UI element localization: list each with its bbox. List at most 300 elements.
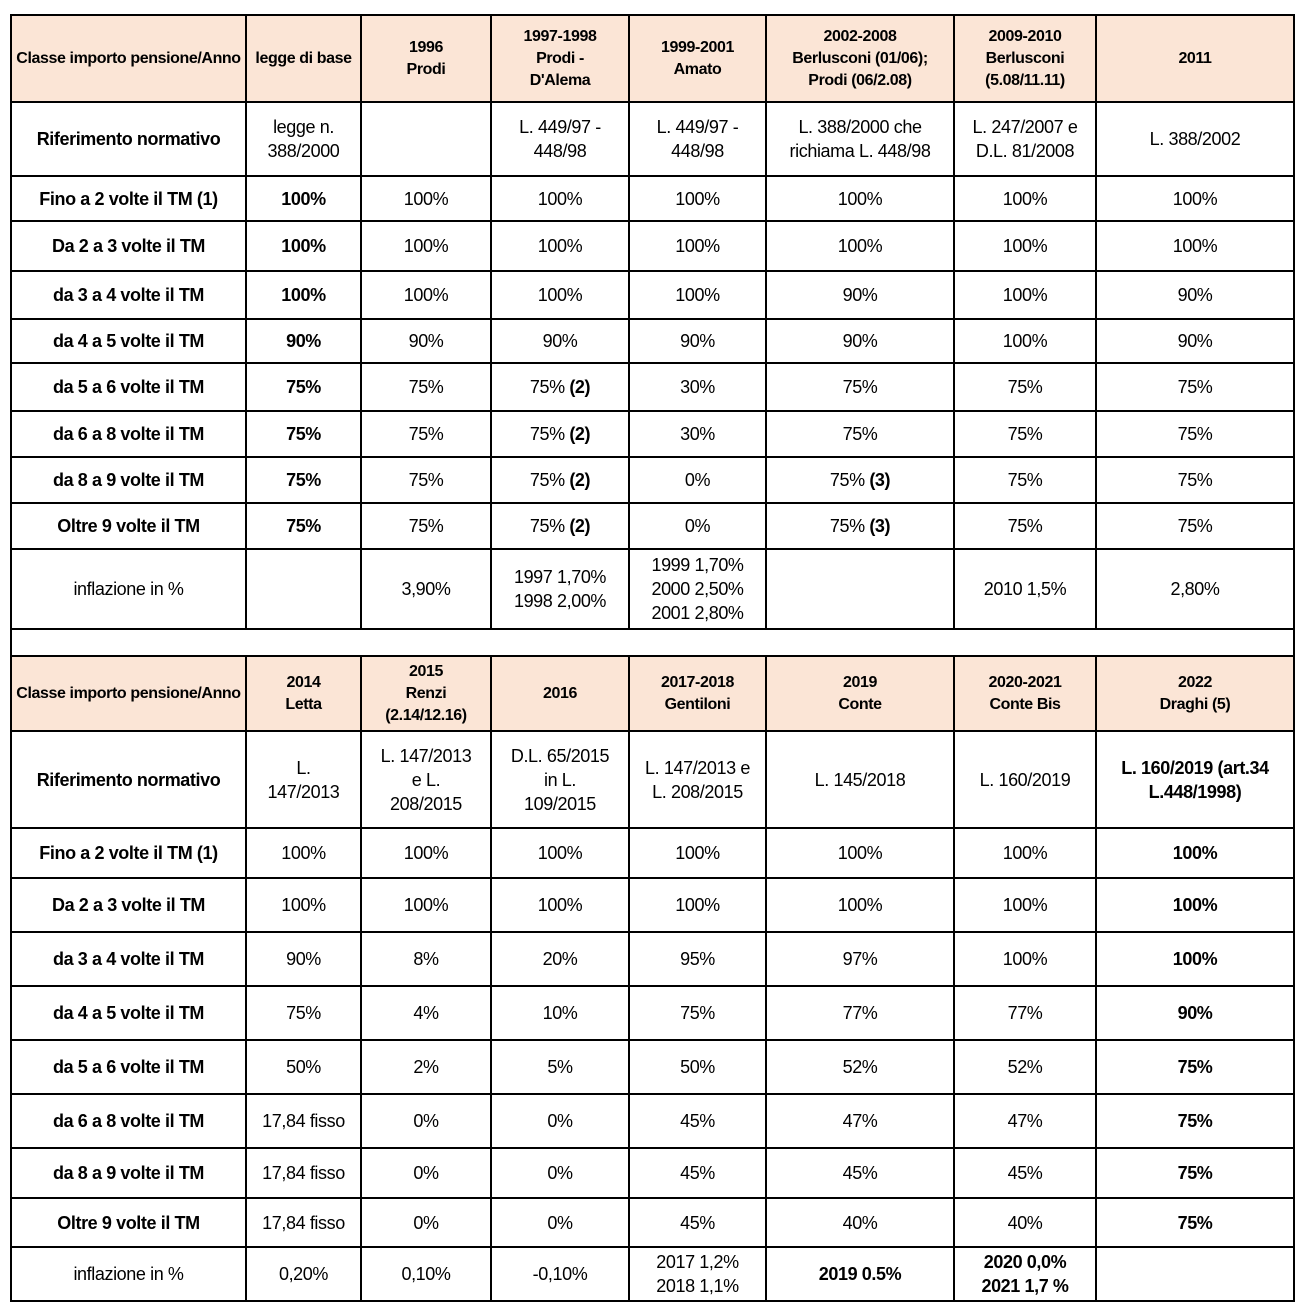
column-header: 1996 Prodi — [361, 15, 491, 102]
cell-value: 1999 1,70% 2000 2,50% 2001 2,80% — [651, 555, 744, 623]
cell-value: 45% — [842, 1163, 878, 1183]
table-cell — [491, 363, 629, 411]
cell-value: 100% — [403, 895, 449, 915]
column-header: 2022 Draghi (5) — [1096, 656, 1294, 731]
table-cell — [954, 986, 1096, 1040]
cell-value: 75% — [842, 377, 878, 397]
cell-value: L. 160/2019 — [979, 769, 1071, 790]
cell-value: 100% — [1002, 285, 1048, 305]
cell-value: 100% — [1002, 843, 1048, 863]
table-cell — [629, 828, 766, 878]
table-cell — [246, 102, 361, 176]
footnote-ref: (3) — [869, 516, 891, 536]
cell-value: 1997 1,70% 1998 2,00% — [513, 567, 607, 611]
table-cell — [361, 731, 491, 828]
row-label: Oltre 9 volte il TM — [11, 503, 246, 549]
cell-value: 17,84 fisso — [262, 1163, 345, 1183]
table-cell — [954, 176, 1096, 221]
table-cell — [954, 221, 1096, 271]
cell-value: 0% — [413, 1111, 439, 1131]
column-header: 2011 — [1096, 15, 1294, 102]
table-cell — [954, 271, 1096, 319]
table-cell — [491, 1148, 629, 1198]
table-row — [11, 363, 1294, 411]
table-cell — [1096, 1247, 1294, 1301]
table-cell — [361, 878, 491, 932]
table-cell — [246, 503, 361, 549]
table-cell — [954, 457, 1096, 503]
cell-value: 100% — [1002, 188, 1048, 209]
cell-value: 10% — [542, 1003, 578, 1023]
table-cell — [491, 176, 629, 221]
row-label: da 4 a 5 volte il TM — [11, 319, 246, 363]
table-cell — [361, 1040, 491, 1094]
table-cell — [954, 549, 1096, 629]
cell-value: 75% — [1177, 1163, 1213, 1183]
table-cell — [361, 319, 491, 363]
table-cell — [954, 878, 1096, 932]
cell-value: 45% — [680, 1163, 715, 1183]
table-cell — [954, 1247, 1096, 1301]
table-cell — [491, 1094, 629, 1148]
cell-value: 0% — [413, 1163, 439, 1183]
table-cell — [629, 1198, 766, 1247]
cell-value: 17,84 fisso — [262, 1212, 345, 1233]
table-cell — [1096, 319, 1294, 363]
cell-value: 100% — [837, 843, 883, 863]
table-cell — [629, 102, 766, 176]
table-cell — [954, 363, 1096, 411]
row-label: da 3 a 4 volte il TM — [11, 932, 246, 986]
table-cell — [766, 731, 954, 828]
cell-value: 45% — [680, 1212, 715, 1233]
cell-value: 90% — [842, 331, 878, 351]
table-cell — [766, 1148, 954, 1198]
cell-value: 100% — [1002, 949, 1048, 969]
cell-value: 75% — [1177, 470, 1213, 490]
cell-value: 100% — [403, 188, 449, 209]
cell-value: 100% — [281, 236, 326, 256]
cell-value: 75% — [529, 377, 565, 397]
cell-value: legge n. 388/2000 — [267, 117, 340, 161]
cell-value: 30% — [680, 424, 715, 444]
column-header: legge di base — [246, 15, 361, 102]
cell-value: 90% — [542, 331, 578, 351]
table-cell — [361, 1198, 491, 1247]
table-cell — [766, 176, 954, 221]
cell-value: 30% — [680, 377, 715, 397]
table-row — [11, 828, 1294, 878]
table-cell — [361, 1247, 491, 1301]
table-cell — [766, 411, 954, 457]
row-label: da 5 a 6 volte il TM — [11, 1040, 246, 1094]
cell-value: 75% — [680, 1003, 715, 1023]
column-header: 1999-2001 Amato — [629, 15, 766, 102]
table-cell — [1096, 549, 1294, 629]
table-cell — [954, 1040, 1096, 1094]
cell-value: 0,10% — [401, 1264, 451, 1284]
table-cell — [361, 986, 491, 1040]
table-cell — [629, 932, 766, 986]
cell-value: 100% — [537, 188, 583, 209]
table-cell — [491, 878, 629, 932]
table-cell — [246, 932, 361, 986]
row-label: da 6 a 8 volte il TM — [11, 411, 246, 457]
cell-value: 75% — [1177, 424, 1213, 444]
table-cell — [1096, 503, 1294, 549]
header-row — [11, 15, 1294, 102]
table-cell — [491, 319, 629, 363]
table-cell — [491, 1198, 629, 1247]
table-cell — [491, 221, 629, 271]
cell-value: 75% — [829, 516, 865, 536]
table-cell — [491, 932, 629, 986]
cell-value: L. 147/2013 e L. 208/2015 — [380, 745, 472, 814]
table-row — [11, 731, 1294, 828]
table-cell — [1096, 878, 1294, 932]
table-cell — [246, 319, 361, 363]
table-cell — [629, 457, 766, 503]
table-cell — [491, 102, 629, 176]
cell-value: 47% — [1007, 1111, 1043, 1131]
table-row — [11, 1040, 1294, 1094]
cell-value: 100% — [1002, 331, 1048, 351]
table-cell — [766, 549, 954, 629]
table-gap-row — [10, 628, 1295, 655]
cell-value: 2010 1,5% — [983, 579, 1067, 599]
row-label: da 6 a 8 volte il TM — [11, 1094, 246, 1148]
table-cell — [629, 1040, 766, 1094]
footnote-ref: (2) — [569, 516, 591, 536]
column-header: 2015 Renzi (2.14/12.16) — [361, 656, 491, 731]
table-cell — [491, 503, 629, 549]
table-cell — [629, 319, 766, 363]
table-cell — [766, 828, 954, 878]
cell-value: 75% — [1007, 377, 1043, 397]
table-cell — [491, 1247, 629, 1301]
table-cell — [361, 411, 491, 457]
table-cell — [766, 1094, 954, 1148]
table-cell — [954, 932, 1096, 986]
table-cell — [954, 1094, 1096, 1148]
table-row — [11, 1198, 1294, 1247]
table-cell — [1096, 1198, 1294, 1247]
table-cell — [361, 102, 491, 176]
table-cell — [361, 932, 491, 986]
cell-value: 100% — [837, 188, 883, 209]
cell-value: 75% — [1007, 470, 1043, 490]
cell-value: 75% — [1177, 1111, 1213, 1131]
cell-value: 100% — [537, 285, 583, 305]
table-cell — [361, 549, 491, 629]
cell-value: 75% — [408, 470, 444, 490]
cell-value: L. 388/2002 — [1149, 129, 1241, 149]
cell-value: 90% — [1177, 331, 1213, 351]
column-header-class: Classe importo pensione/Anno — [11, 656, 246, 731]
cell-value: 75% — [529, 516, 565, 536]
table-row — [11, 932, 1294, 986]
cell-value: L. 449/97 - 448/98 — [519, 117, 601, 161]
table-cell — [629, 503, 766, 549]
cell-value: 100% — [537, 895, 583, 915]
cell-value: 100% — [675, 236, 720, 256]
row-label: Fino a 2 volte il TM (1) — [11, 828, 246, 878]
row-label: da 4 a 5 volte il TM — [11, 986, 246, 1040]
cell-value: 90% — [842, 285, 878, 305]
cell-value: 100% — [1172, 843, 1218, 863]
cell-value: 50% — [680, 1057, 715, 1077]
row-label: Riferimento normativo — [11, 731, 246, 828]
table-cell — [246, 1247, 361, 1301]
cell-value: 90% — [1177, 285, 1213, 305]
row-label: Fino a 2 volte il TM (1) — [11, 176, 246, 221]
table-cell — [1096, 102, 1294, 176]
cell-value: 100% — [281, 895, 326, 915]
table-cell — [246, 1198, 361, 1247]
cell-value: 0% — [547, 1111, 573, 1131]
column-header: 2016 — [491, 656, 629, 731]
table-row — [11, 102, 1294, 176]
table-row — [11, 1094, 1294, 1148]
table-cell — [1096, 1040, 1294, 1094]
footnote-ref: (2) — [569, 377, 591, 397]
table-cell — [954, 1198, 1096, 1247]
table-cell — [766, 319, 954, 363]
table-cell — [954, 828, 1096, 878]
cell-value: 75% — [286, 377, 321, 397]
table-cell — [246, 1094, 361, 1148]
cell-value: 100% — [675, 188, 720, 209]
cell-value: 2020 0,0% 2021 1,7 % — [981, 1252, 1069, 1296]
cell-value: -0,10% — [532, 1264, 588, 1284]
table-row — [11, 549, 1294, 629]
table-cell — [1096, 731, 1294, 828]
table-cell — [766, 1247, 954, 1301]
column-header-class: Classe importo pensione/Anno — [11, 15, 246, 102]
cell-value: 90% — [680, 331, 715, 351]
column-header: 2017-2018 Gentiloni — [629, 656, 766, 731]
table-cell — [766, 986, 954, 1040]
table-cell — [361, 221, 491, 271]
table-cell — [491, 828, 629, 878]
table-cell — [766, 1198, 954, 1247]
cell-value: 97% — [842, 949, 878, 969]
table-cell — [766, 221, 954, 271]
cell-value: 75% — [1177, 1057, 1213, 1077]
row-label: Riferimento normativo — [11, 102, 246, 176]
table-row — [11, 878, 1294, 932]
cell-value: 75% — [1177, 377, 1213, 397]
table-cell — [954, 503, 1096, 549]
cell-value: L. 449/97 - 448/98 — [656, 117, 739, 161]
table-cell — [766, 1040, 954, 1094]
column-header: 2020-2021 Conte Bis — [954, 656, 1096, 731]
table-cell — [361, 1148, 491, 1198]
table-cell — [246, 986, 361, 1040]
table-cell — [954, 102, 1096, 176]
table-cell — [246, 1040, 361, 1094]
table-cell — [491, 731, 629, 828]
cell-value: 2% — [413, 1057, 439, 1077]
column-header: 2019 Conte — [766, 656, 954, 731]
table-cell — [491, 271, 629, 319]
cell-value: 100% — [403, 843, 449, 863]
table-cell — [1096, 457, 1294, 503]
table-cell — [766, 878, 954, 932]
column-header: 2002-2008 Berlusconi (01/06); Prodi (06/2.08) — [766, 15, 954, 102]
cell-value: 100% — [537, 843, 583, 863]
table-cell — [629, 1247, 766, 1301]
cell-value: 100% — [1172, 188, 1218, 209]
cell-value: 3,90% — [401, 579, 451, 599]
cell-value: L. 160/2019 (art.34 L.448/1998) — [1121, 757, 1269, 802]
row-label: da 3 a 4 volte il TM — [11, 271, 246, 319]
cell-value: 100% — [837, 895, 883, 915]
cell-value: 100% — [1172, 949, 1218, 969]
cell-value: 40% — [1007, 1212, 1043, 1233]
cell-value: 75% — [529, 470, 565, 490]
table-cell — [766, 363, 954, 411]
table-cell — [361, 828, 491, 878]
table-cell — [1096, 363, 1294, 411]
cell-value: 100% — [403, 236, 449, 256]
table-cell — [1096, 1148, 1294, 1198]
cell-value: 90% — [408, 331, 444, 351]
cell-value: 0% — [547, 1212, 573, 1233]
table-cell — [629, 221, 766, 271]
table-cell — [491, 457, 629, 503]
table-cell — [1096, 271, 1294, 319]
cell-value: 8% — [413, 949, 439, 969]
cell-value: 2017 1,2% 2018 1,1% — [656, 1252, 739, 1296]
table-cell — [361, 503, 491, 549]
table-cell — [361, 457, 491, 503]
table-row — [11, 411, 1294, 457]
table-row — [11, 1148, 1294, 1198]
table-cell — [954, 411, 1096, 457]
cell-value: 100% — [1172, 236, 1218, 256]
cell-value: 45% — [680, 1111, 715, 1131]
table-cell — [491, 986, 629, 1040]
cell-value: 100% — [1002, 895, 1048, 915]
table-cell — [246, 1148, 361, 1198]
footnote-ref: (2) — [569, 470, 591, 490]
pension-indexation-table-2014-2022 — [10, 655, 1295, 1302]
cell-value: 75% — [408, 424, 444, 444]
table-row — [11, 221, 1294, 271]
table-cell — [766, 102, 954, 176]
table-cell — [954, 1148, 1096, 1198]
cell-value: 5% — [547, 1057, 573, 1077]
table-row — [11, 271, 1294, 319]
cell-value: 75% — [1177, 516, 1213, 536]
table-cell — [1096, 221, 1294, 271]
cell-value: 100% — [281, 188, 326, 209]
table-cell — [491, 411, 629, 457]
cell-value: 52% — [1007, 1057, 1043, 1077]
cell-value: L. 247/2007 e D.L. 81/2008 — [972, 117, 1078, 161]
cell-value: 100% — [1172, 895, 1218, 915]
table-cell — [246, 176, 361, 221]
table-cell — [361, 363, 491, 411]
table-cell — [629, 1094, 766, 1148]
table-cell — [629, 878, 766, 932]
footnote-ref: (2) — [569, 424, 591, 444]
cell-value: 0% — [684, 470, 711, 490]
table-cell — [766, 271, 954, 319]
table-cell — [1096, 411, 1294, 457]
table-cell — [1096, 986, 1294, 1040]
cell-value: 100% — [281, 843, 326, 863]
cell-value: 2,80% — [1170, 579, 1220, 599]
table-cell — [246, 828, 361, 878]
cell-value: 0% — [413, 1212, 439, 1233]
table-cell — [629, 271, 766, 319]
cell-value: 100% — [1002, 236, 1048, 256]
cell-value: 0% — [684, 516, 711, 536]
row-label: Da 2 a 3 volte il TM — [11, 878, 246, 932]
cell-value: 17,84 fisso — [262, 1111, 345, 1131]
cell-value: 75% — [529, 424, 565, 444]
row-label: inflazione in % — [11, 1247, 246, 1301]
column-header: 2009-2010 Berlusconi (5.08/11.11) — [954, 15, 1096, 102]
cell-value: 95% — [680, 949, 715, 969]
cell-value: 75% — [286, 470, 321, 490]
pension-indexation-table-1996-2011 — [10, 14, 1295, 630]
cell-value: 50% — [286, 1057, 321, 1077]
row-label: inflazione in % — [11, 549, 246, 629]
cell-value: 75% — [829, 470, 865, 490]
table-cell — [766, 503, 954, 549]
row-label: Da 2 a 3 volte il TM — [11, 221, 246, 271]
cell-value: 75% — [286, 516, 321, 536]
table-cell — [629, 176, 766, 221]
table-cell — [629, 411, 766, 457]
cell-value: 100% — [403, 285, 449, 305]
table-row — [11, 457, 1294, 503]
cell-value: D.L. 65/2015 in L. 109/2015 — [510, 745, 610, 814]
column-header: 2014 Letta — [246, 656, 361, 731]
table-cell — [246, 221, 361, 271]
cell-value: 90% — [1177, 1003, 1213, 1023]
table-cell — [246, 271, 361, 319]
row-label: da 5 a 6 volte il TM — [11, 363, 246, 411]
cell-value: 45% — [1007, 1163, 1043, 1183]
table-cell — [246, 731, 361, 828]
cell-value: 90% — [286, 949, 321, 969]
table-cell — [361, 1094, 491, 1148]
table-cell — [246, 411, 361, 457]
table-row — [11, 986, 1294, 1040]
cell-value: L. 145/2018 — [814, 769, 906, 790]
table-cell — [361, 271, 491, 319]
cell-value: 77% — [842, 1003, 878, 1023]
table-cell — [629, 549, 766, 629]
table-cell — [954, 319, 1096, 363]
cell-value: 40% — [842, 1212, 878, 1233]
cell-value: 75% — [1007, 516, 1043, 536]
table-cell — [629, 731, 766, 828]
table-cell — [629, 986, 766, 1040]
table-cell — [1096, 176, 1294, 221]
cell-value: 100% — [675, 843, 720, 863]
cell-value: 100% — [281, 285, 326, 305]
table-row — [11, 1247, 1294, 1301]
row-label: da 8 a 9 volte il TM — [11, 457, 246, 503]
table-cell — [246, 549, 361, 629]
cell-value: 0,20% — [278, 1264, 329, 1284]
cell-value: 100% — [837, 236, 883, 256]
